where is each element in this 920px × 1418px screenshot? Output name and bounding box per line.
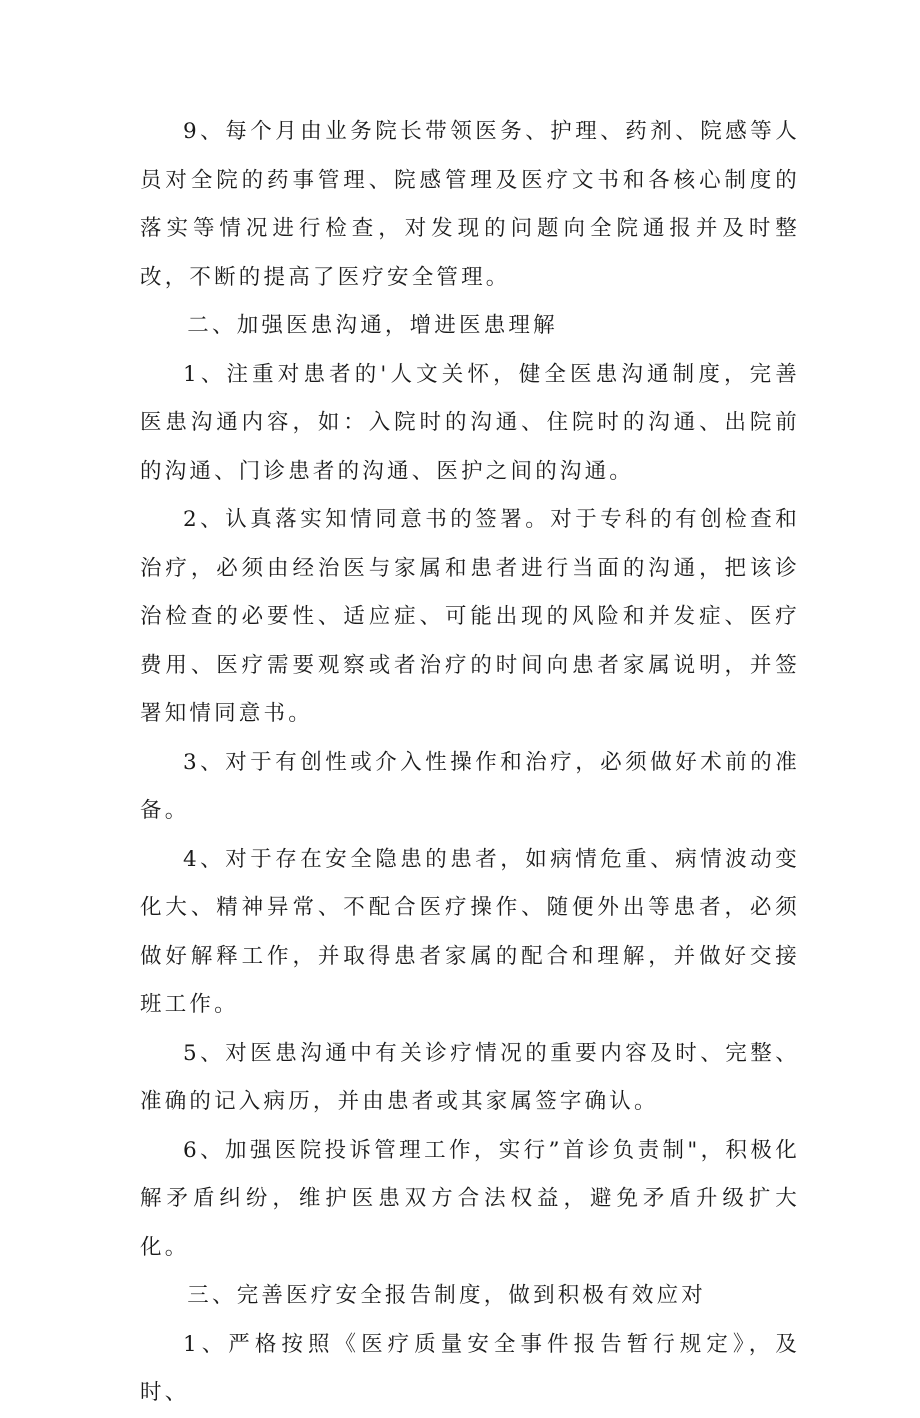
section-heading-3: 三、完善医疗安全报告制度，做到积极有效应对 (187, 1283, 706, 1308)
paragraph-item-6: 6、加强医院投诉管理工作，实行”首诊负责制"，积极化解矛盾纠纷，维护医患双方合法权益，避免矛盾升级扩大化。 (140, 1137, 800, 1260)
paragraph-item-1-section-3: 1、严格按照《医疗质量安全事件报告暂行规定》，及时、 (140, 1331, 800, 1405)
paragraph-item-5: 5、对医患沟通中有关诊疗情况的重要内容及时、完整、准确的记入病历，并由患者或其家属签字确认。 (140, 1040, 800, 1114)
paragraph-item-2: 2、认真落实知情同意书的签署。对于专科的有创检查和治疗，必须由经治医与家属和患者进行当面的沟通，把该诊治检查的必要性、适应症、可能出现的风险和并发症、医疗费用、医疗需要观察或者治疗的时间向患者家属说明，并签署知情同意书。 (140, 507, 800, 726)
document-body (140, 108, 800, 1418)
paragraph-item-4: 4、对于存在安全隐患的患者，如病情危重、病情波动变化大、精神异常、不配合医疗操作、随便外出等患者，必须做好解释工作，并取得患者家属的配合和理解，并做好交接班工作。 (140, 846, 800, 1017)
paragraph-item-3: 3、对于有创性或介入性操作和治疗，必须做好术前的准备。 (140, 749, 800, 823)
section-heading-2: 二、加强医患沟通，增进医患理解 (187, 313, 558, 338)
paragraph-item-1: 1、注重对患者的'人文关怀，健全医患沟通制度，完善医患沟通内容，如：入院时的沟通、住院时的沟通、出院前的沟通、门诊患者的沟通、医护之间的沟通。 (140, 361, 800, 484)
paragraph-item-9: 9、每个月由业务院长带领医务、护理、药剂、院感等人员对全院的药事管理、院感管理及医疗文书和各核心制度的落实等情况进行检查，对发现的问题向全院通报并及时整改，不断的提高了医疗安全管理。 (140, 119, 800, 290)
